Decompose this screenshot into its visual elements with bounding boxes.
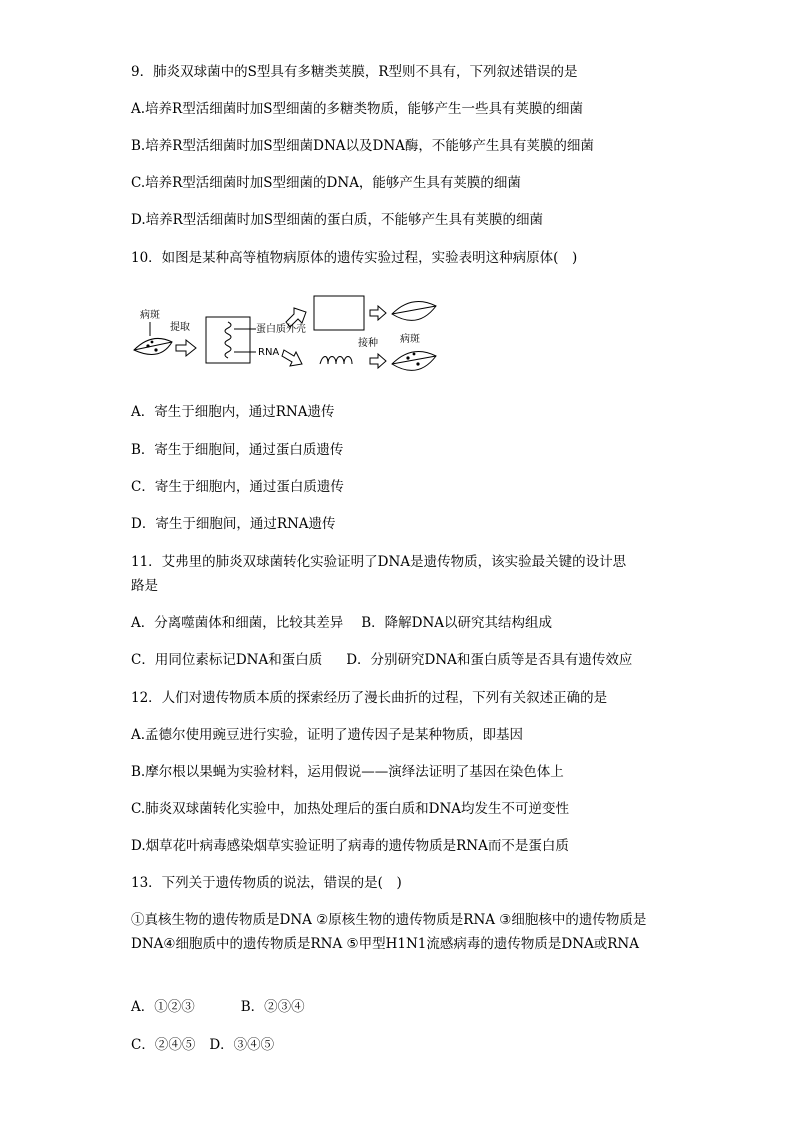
rna-coil-icon (225, 322, 231, 358)
extract-arrow-icon (176, 340, 196, 356)
q11-option-a: A．分离噬菌体和细菌，比较其差异 (131, 615, 344, 631)
q11-option-d: D．分别研究DNA和蛋白质等是否具有遗传效应 (346, 652, 633, 668)
q13-options-row1 (131, 998, 305, 1016)
q10-option-c: C．寄生于细胞内，通过蛋白质遗传 (131, 479, 344, 495)
q11-option-b: B．降解DNA以研究其结构组成 (361, 615, 553, 631)
q13-option-d: D．③④⑤ (209, 1037, 275, 1053)
q9-option-b: B.培养R型活细菌时加S型细菌DNA以及DNA酶，不能够产生具有荚膜的细菌 (131, 138, 594, 154)
q13-statements: ①真核生物的遗传物质是DNA ②原核生物的遗传物质是RNA ③细胞核中的遗传物质是DNA④细胞质中的遗传物质是RNA ⑤甲型H1N1流感病毒的遗传物质是DNA或RNA (131, 912, 647, 952)
q9-option-a: A.培养R型活细菌时加S型细菌的多糖类物质，能够产生一些具有荚膜的细菌 (131, 101, 583, 117)
q12-option-d: D.烟草花叶病毒感染烟草实验证明了病毒的遗传物质是RNA而不是蛋白质 (131, 838, 569, 854)
q13-stem: 13．下列关于遗传物质的说法，错误的是( ) (131, 875, 402, 891)
q10-experiment-figure (130, 292, 440, 384)
q9-option-c: C.培养R型活细菌时加S型细菌的DNA，能够产生具有荚膜的细菌 (131, 175, 521, 191)
q10-option-a: A．寄生于细胞内，通过RNA遗传 (131, 404, 335, 420)
q10-stem: 10．如图是某种高等植物病原体的遗传实验过程，实验表明这种病原体( ) (131, 250, 578, 266)
q11-options-row2 (131, 651, 632, 669)
diseased-leaf-right-icon (392, 352, 436, 371)
q11-stem-line1: 11．艾弗里的肺炎双球菌转化实验证明了DNA是遗传物质，该实验最关键的设计思 (131, 554, 627, 570)
label-inoculate: 接种 (358, 338, 378, 349)
label-protein-coat: 蛋白质外壳 (256, 324, 306, 335)
q10-option-d: D．寄生于细胞间，通过RNA遗传 (131, 516, 336, 532)
q10-option-b: B．寄生于细胞间，通过蛋白质遗传 (131, 442, 344, 458)
q12-stem: 12．人们对遗传物质本质的探索经历了漫长曲折的过程，下列有关叙述正确的是 (131, 690, 608, 706)
q9-option-d: D.培养R型活细菌时加S型细菌的蛋白质，不能够产生具有荚膜的细菌 (131, 212, 544, 228)
q13-options-row2 (131, 1036, 274, 1054)
q9-stem: 9．肺炎双球菌中的S型具有多糖类荚膜，R型则不具有，下列叙述错误的是 (131, 64, 578, 80)
upper-inoculate-arrow-icon (370, 306, 386, 320)
q13-option-a: A．①②③ (131, 999, 195, 1015)
q11-option-c: C．用同位素标记DNA和蛋白质 (131, 652, 323, 668)
q11-stem-line2: 路是 (131, 578, 158, 594)
lower-inoculate-arrow-icon (370, 354, 386, 368)
q13-option-c: C．②④⑤ (131, 1037, 196, 1053)
q12-option-c: C.肺炎双球菌转化实验中，加热处理后的蛋白质和DNA均发生不可逆变性 (131, 801, 570, 817)
q12-option-b: B.摩尔根以果蝇为实验材料，运用假说——演绎法证明了基因在染色体上 (131, 764, 564, 780)
label-spot-left: 病斑 (140, 310, 160, 321)
label-extract: 提取 (170, 322, 190, 333)
diseased-leaf-left-icon (134, 338, 172, 354)
label-spot-right: 病斑 (400, 334, 420, 345)
q11-options-row1 (131, 614, 552, 632)
label-rna: RNA (258, 347, 280, 358)
healthy-leaf-icon (392, 302, 436, 321)
rna-strand-icon (320, 357, 352, 365)
q13-option-b: B．②③④ (240, 999, 305, 1015)
protein-result-box (314, 296, 364, 330)
q12-option-a: A.孟德尔使用豌豆进行实验，证明了遗传因子是某种物质，即基因 (131, 727, 524, 743)
rna-arrow-icon (282, 350, 302, 366)
